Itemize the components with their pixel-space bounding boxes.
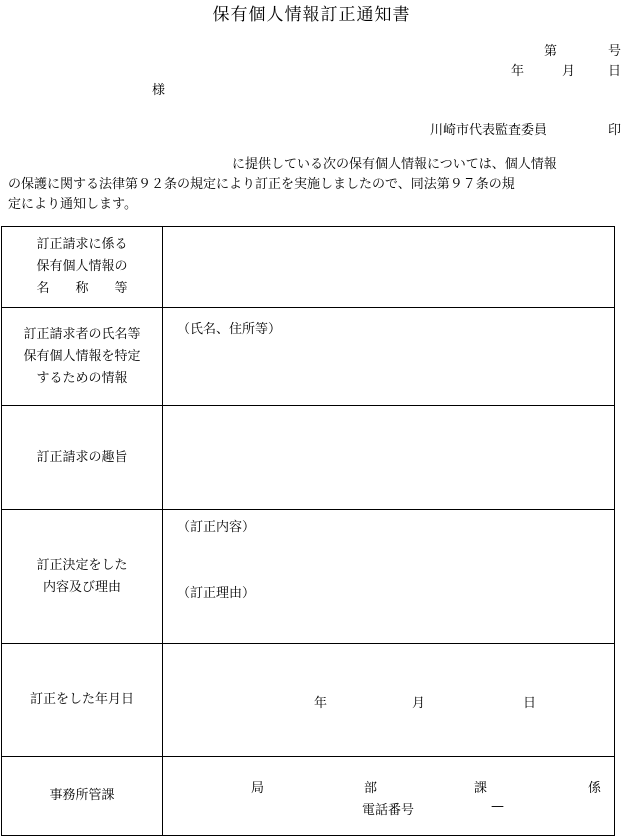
row1-label-line: 訂正請求に係る (36, 237, 128, 252)
row6-label: 事務所管課 (2, 757, 163, 836)
document-title: 保有個人情報訂正通知書 (212, 5, 411, 25)
row4-note-content: （訂正内容） (177, 520, 256, 535)
notice-paragraph (8, 155, 620, 215)
table-row-requester (2, 308, 615, 406)
row3-label: 訂正請求の趣旨 (2, 406, 163, 510)
date-month: 月 (562, 64, 576, 79)
row5-label: 訂正をした年月日 (2, 644, 163, 757)
table-row-decision (2, 510, 615, 644)
row6-bu: 部 (364, 781, 378, 796)
table-row-date (2, 644, 615, 757)
row5-year: 年 (314, 696, 328, 711)
row4-label-line: 内容及び理由 (42, 579, 121, 595)
row2-label-line: するための情報 (36, 370, 128, 386)
row4-label-line: 訂正決定をした (36, 557, 128, 573)
body-line-3: 定により通知します。 (8, 197, 137, 212)
row2-label-line: 訂正請求者の氏名等 (23, 326, 141, 342)
table-row-subject (2, 227, 615, 308)
row3-value-cell[interactable] (163, 406, 615, 510)
row1-label (2, 227, 163, 308)
row2-label-line: 保有個人情報を特定 (23, 348, 141, 364)
row2-note: （氏名、住所等） (177, 322, 282, 337)
notice-table (1, 226, 615, 836)
body-line-2: の保護に関する法律第９２条の規定により訂正を実施しましたので、同法第９７条の規 (8, 177, 515, 192)
row5-value-cell[interactable] (163, 644, 615, 757)
number-go: 号 (608, 44, 622, 59)
date-year: 年 (511, 64, 525, 79)
row6-dash: — (491, 799, 504, 814)
row6-ka: 課 (474, 781, 488, 796)
number-dai: 第 (544, 44, 558, 59)
row1-label-line: 名 称 等 (36, 281, 128, 296)
row6-kakari: 係 (588, 781, 602, 796)
row6-value-cell[interactable] (163, 757, 615, 836)
addressee-suffix: 様 (152, 83, 166, 98)
row4-label (2, 510, 163, 644)
row2-label (2, 308, 163, 406)
body-line-1: に提供している次の保有個人情報については、個人情報 (232, 157, 557, 172)
row2-value-cell[interactable] (163, 308, 615, 406)
seal-mark: 印 (608, 123, 622, 138)
row4-note-reason: （訂正理由） (177, 586, 256, 601)
row6-phone-label: 電話番号 (362, 803, 415, 818)
row1-label-line: 保有個人情報の (36, 259, 128, 274)
date-day: 日 (608, 64, 622, 79)
issuer-name: 川崎市代表監査委員 (430, 123, 548, 138)
row4-value-cell[interactable] (163, 510, 615, 644)
row5-day: 日 (523, 696, 537, 711)
row6-kyoku: 局 (251, 781, 265, 796)
table-row-purpose (2, 406, 615, 510)
table-row-department (2, 757, 615, 836)
row5-month: 月 (412, 696, 426, 711)
row1-value-cell[interactable] (163, 227, 615, 308)
